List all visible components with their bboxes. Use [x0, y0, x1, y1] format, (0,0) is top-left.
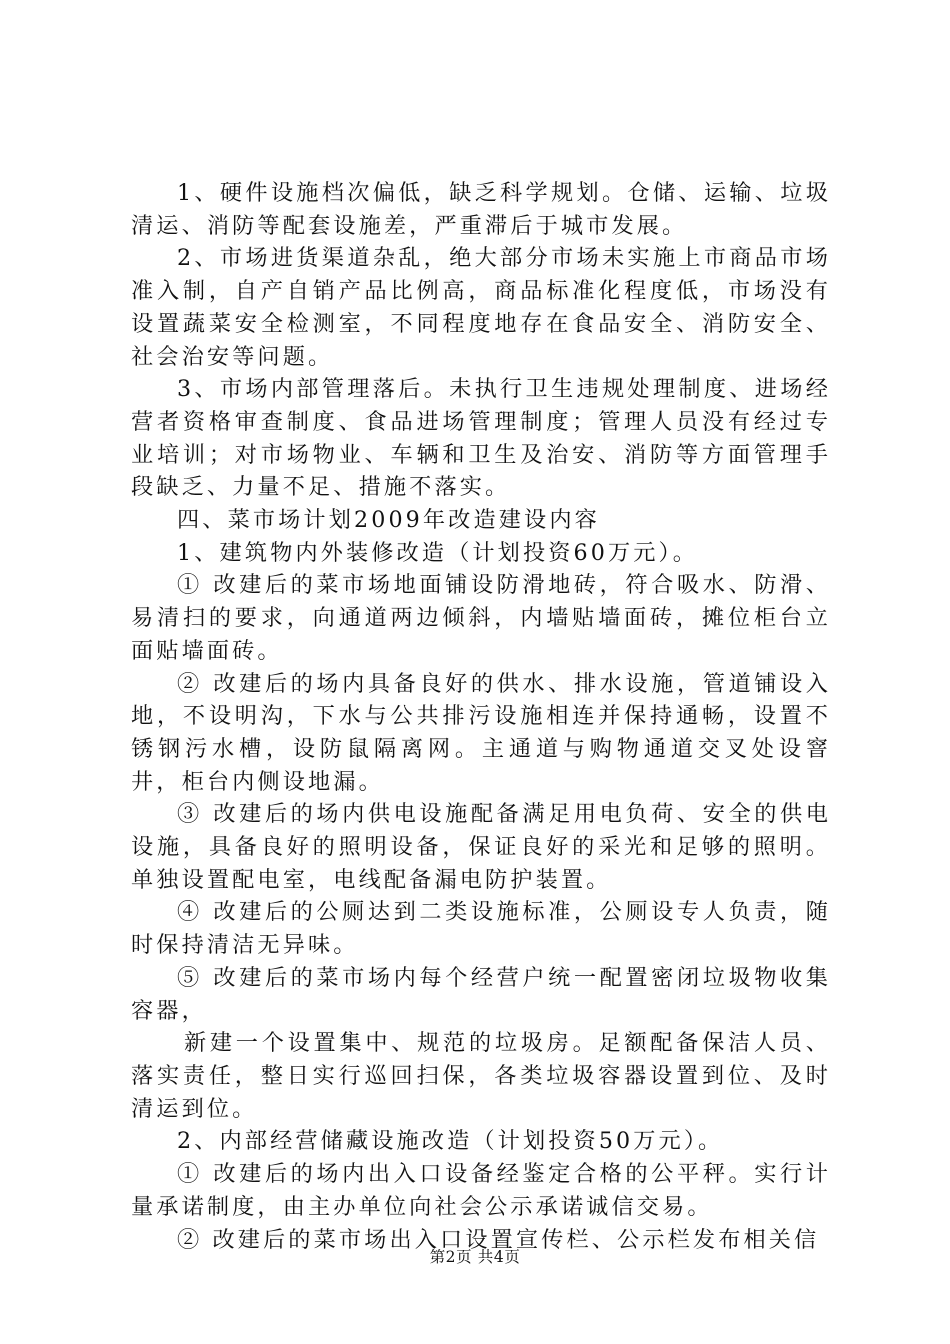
section-heading-2009-plan: 四、菜市场计划2009年改造建设内容	[177, 507, 600, 534]
item-bulletin-boards: ② 改建后的菜市场出入口设置宣传栏、公示栏发布相关信	[177, 1226, 820, 1253]
item-public-scales: ① 改建后的场内出入口设备经鉴定合格的公平秤。实行计量承诺制度，由主办单位向社会公示承诺诚信交易。	[131, 1161, 831, 1220]
paragraph-supply-channels: 2、市场进货渠道杂乱，绝大部分市场未实施上市商品市场准入制，自产自销产品比例高，商品标准化程度低，市场没有设置蔬菜安全检测室，不同程度地存在食品安全、消防安全、社会治安等问题。	[131, 245, 831, 370]
paragraph-hardware-issues: 1、硬件设施档次偏低，缺乏科学规划。仓储、运输、垃圾清运、消防等配套设施差，严重滞后于城市发展。	[131, 180, 831, 239]
item-water-drainage: ② 改建后的场内具备良好的供水、排水设施，管道铺设入地，不设明沟，下水与公共排污设施相连并保持通畅，设置不锈钢污水槽，设防鼠隔离网。主通道与购物通道交叉处设窨井，柜台内侧设地漏。	[131, 670, 831, 795]
document-body	[131, 177, 831, 1256]
paragraph-internal-management: 3、市场内部管理落后。未执行卫生违规处理制度、进场经营者资格审查制度、食品进场管理制度；管理人员没有经过专业培训；对市场物业、车辆和卫生及治安、消防等方面管理手段缺乏、力量不足、措施不落实。	[131, 376, 831, 501]
item-garbage-room: 新建一个设置集中、规范的垃圾房。足额配备保洁人员、落实责任，整日实行巡回扫保，各类垃圾容器设置到位、及时清运到位。	[131, 1030, 831, 1122]
item-floor-tiles: ① 改建后的菜市场地面铺设防滑地砖，符合吸水、防滑、易清扫的要求，向通道两边倾斜，内墙贴墙面砖，摊位柜台立面贴墙面砖。	[131, 572, 831, 664]
paragraph-storage-renovation: 2、内部经营储藏设施改造（计划投资50万元）。	[177, 1128, 724, 1155]
item-public-toilet: ④ 改建后的公厕达到二类设施标准，公厕设专人负责，随时保持清洁无异味。	[131, 899, 831, 959]
page-number-footer: 第2页 共4页	[429, 1248, 521, 1266]
item-garbage-containers: ⑤ 改建后的菜市场内每个经营户统一配置密闭垃圾物收集容器，	[131, 964, 831, 1024]
paragraph-building-renovation: 1、建筑物内外装修改造（计划投资60万元）。	[177, 539, 699, 566]
item-power-supply: ③ 改建后的场内供电设施配备满足用电负荷、安全的供电设施，具备良好的照明设备，保证良好的采光和足够的照明。单独设置配电室，电线配备漏电防护装置。	[131, 801, 831, 893]
